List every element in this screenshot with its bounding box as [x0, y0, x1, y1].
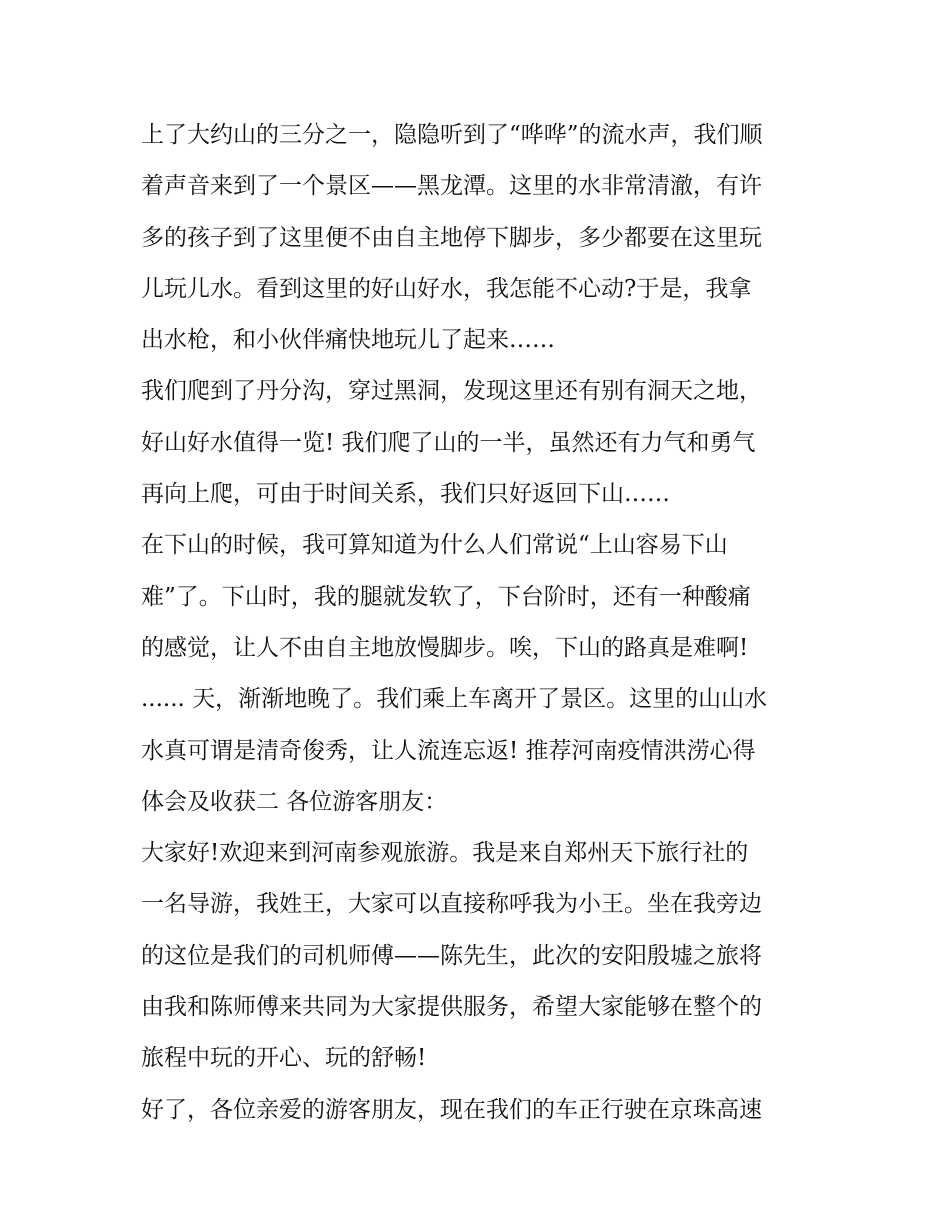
text-line: 好了，各位亲爱的游客朋友，现在我们的车正行驶在京珠高速: [141, 1096, 762, 1123]
text-line: 我们爬到了丹分沟，穿过黑洞，发现这里还有别有洞天之地，: [141, 378, 762, 405]
text-line: 由我和陈师傅来共同为大家提供服务，希望大家能够在整个的: [141, 994, 762, 1021]
text-line: 的这位是我们的司机师傅——陈先生，此次的安阳殷墟之旅将: [141, 942, 762, 969]
text-line: 旅程中玩的开心、玩的舒畅!: [141, 1045, 427, 1072]
text-line: 儿玩儿水。看到这里的好山好水，我怎能不心动?于是，我拿: [141, 275, 752, 302]
text-line: ...... 天，渐渐地晚了。我们乘上车离开了景区。这里的山山水: [141, 686, 768, 713]
text-line: 体会及收获二 各位游客朋友：: [141, 788, 448, 815]
text-line: 水真可谓是清奇俊秀，让人流连忘返! 推荐河南疫情洪涝心得: [141, 737, 756, 764]
document-page: [141, 110, 831, 1136]
text-line: 着声音来到了一个景区——黑龙潭。这里的水非常清澈，有许: [141, 173, 762, 200]
text-line: 在下山的时候，我可算知道为什么人们常说“上山容易下山: [141, 532, 728, 559]
text-line: 出水枪，和小伙伴痛快地玩儿了起来……: [141, 327, 555, 354]
text-line: 上了大约山的三分之一，隐隐听到了“哗哗”的流水声，我们顺: [141, 122, 763, 148]
text-line: 多的孩子到了这里便不由自主地停下脚步，多少都要在这里玩: [141, 224, 762, 251]
text-line: 难”了。下山时，我的腿就发软了，下台阶时，还有一种酸痛: [141, 583, 751, 610]
text-line: 一名导游，我姓王，大家可以直接称呼我为小王。坐在我旁边: [141, 891, 762, 918]
text-line: 好山好水值得一览! 我们爬了山的一半，虽然还有力气和勇气: [141, 429, 756, 456]
text-line: 的感觉，让人不由自主地放慢脚步。唉，下山的路真是难啊!: [141, 634, 749, 661]
text-line: 大家好!欢迎来到河南参观旅游。我是来自郑州天下旅行社的: [141, 840, 749, 867]
text-line: 再向上爬，可由于时间关系，我们只好返回下山……: [141, 481, 670, 508]
